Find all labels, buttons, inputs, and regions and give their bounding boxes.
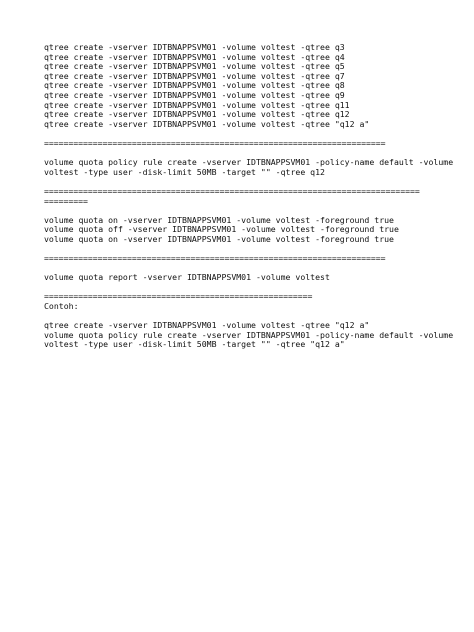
document-body (44, 42, 454, 350)
separator-rule: ============================================================================= (44, 186, 420, 196)
separator-rule: ====================================================================== (44, 138, 386, 148)
separator-rule-continued: ========= (44, 196, 88, 206)
command-line: qtree create -vserver IDTBNAPPSVM01 -volume voltest -qtree q3 (44, 42, 345, 52)
command-line: qtree create -vserver IDTBNAPPSVM01 -volume voltest -qtree q7 (44, 70, 345, 81)
command-line: voltest -type user -disk-limit 50MB -target "" -qtree q12 (44, 166, 325, 177)
spacer (44, 129, 444, 139)
command-line: qtree create -vserver IDTBNAPPSVM01 -volume voltest -qtree q12 (44, 109, 350, 120)
spacer (44, 177, 444, 187)
quota-on-off-block (44, 216, 444, 245)
command-line: qtree create -vserver IDTBNAPPSVM01 -volume voltest -qtree q5 (44, 61, 345, 72)
qtree-create-block (44, 43, 444, 129)
quota-report-block (44, 273, 444, 283)
command-line: volume quota on -vserver IDTBNAPPSVM01 -volume voltest -foreground true (44, 214, 394, 225)
command-line: qtree create -vserver IDTBNAPPSVM01 -volume voltest -qtree q11 (44, 99, 350, 110)
example-label: Contoh: (44, 301, 79, 312)
command-line: qtree create -vserver IDTBNAPPSVM01 -volume voltest -qtree q4 (44, 51, 345, 62)
command-line: qtree create -vserver IDTBNAPPSVM01 -volume voltest -qtree "q12 a" (44, 320, 370, 331)
quota-policy-rule-block (44, 157, 454, 177)
command-line: voltest -type user -disk-limit 50MB -target "" -qtree "q12 a" (44, 339, 345, 350)
separator-rule: ====================================================================== (44, 254, 386, 264)
example-block (44, 320, 454, 350)
command-line: volume quota off -vserver IDTBNAPPSVM01 -volume voltest -foreground true (44, 224, 399, 235)
command-line: qtree create -vserver IDTBNAPPSVM01 -volume voltest -qtree q8 (44, 80, 345, 91)
command-line: volume quota report -vserver IDTBNAPPSVM01 -volume voltest (44, 272, 330, 283)
command-line: qtree create -vserver IDTBNAPPSVM01 -volume voltest -qtree "q12 a" (44, 118, 370, 129)
spacer (44, 244, 444, 254)
command-line: volume quota policy rule create -vserver IDTBNAPPSVM01 -policy-name default -volume (44, 329, 454, 340)
command-line: volume quota on -vserver IDTBNAPPSVM01 -volume voltest -foreground true (44, 233, 394, 244)
command-line: volume quota policy rule create -vserver IDTBNAPPSVM01 -policy-name default -volume (44, 157, 454, 168)
spacer (44, 283, 444, 293)
separator-rule: ======================================================= (44, 292, 313, 302)
command-line: qtree create -vserver IDTBNAPPSVM01 -volume voltest -qtree q9 (44, 89, 345, 100)
